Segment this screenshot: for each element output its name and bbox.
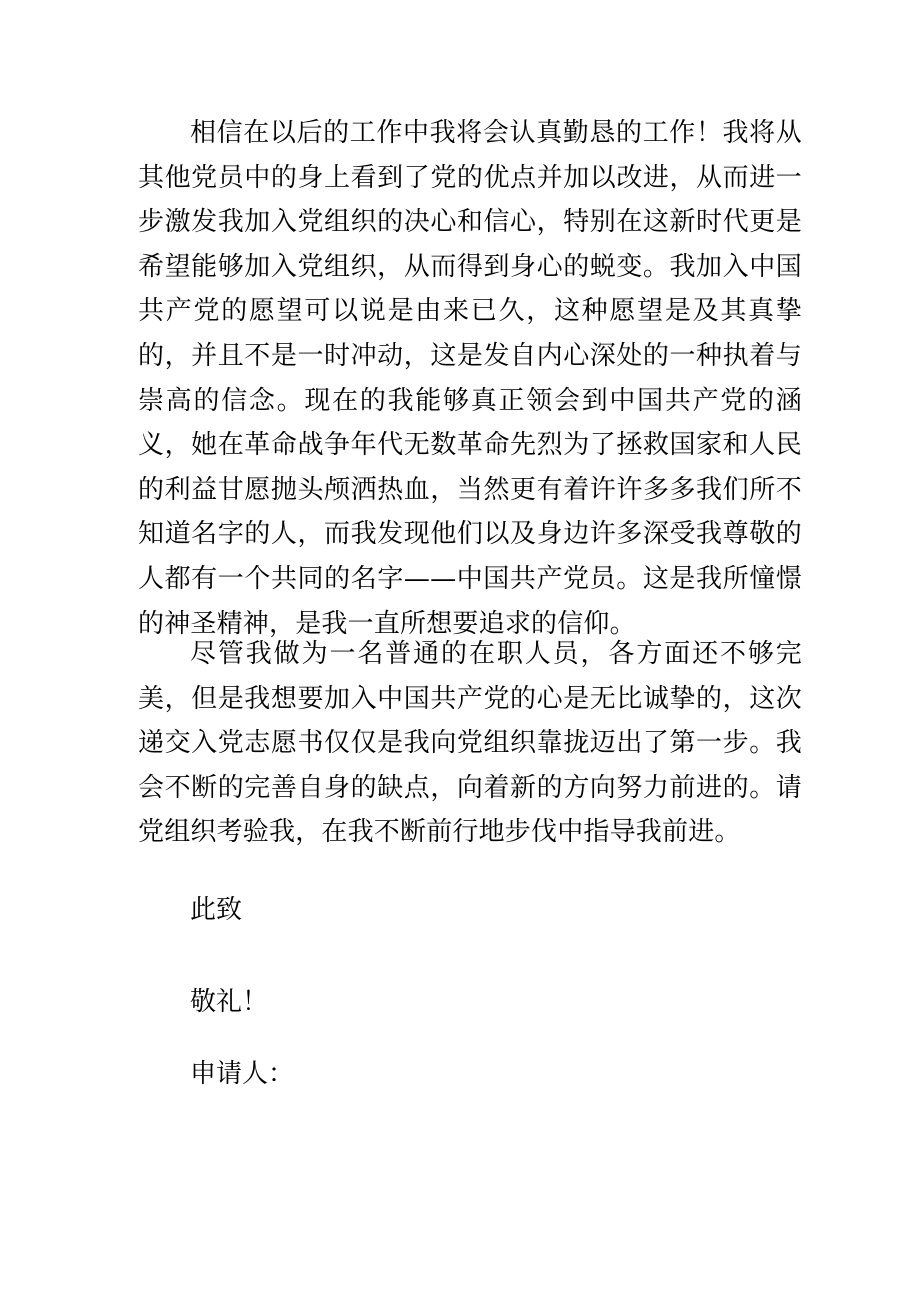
closing-salutation: 此致 <box>190 895 243 925</box>
regards-line: 敬礼！ <box>190 987 269 1017</box>
applicant-label: 申请人： <box>190 1059 295 1089</box>
body-paragraph-1: 相信在以后的工作中我将会认真勤恳的工作！我将从其他党员中的身上看到了党的优点并加以改进，从而进一步激发我加入党组织的决心和信心，特别在这新时代更是希望能够加入党组织，从而得到身心的蜕变。我加入中国共产党的愿望可以说是由来已久，这种愿望是及其真挚的，并且不是一时冲动，这是发自内心深处的一种执着与崇高的信念。现在的我能够真正领会到中国共产党的涵义，她在革命战争年代无数革命先烈为了拯救国家和人民的利益甘愿抛头颅洒热血，当然更有着许许多多我们所不知道名字的人，而我发现他们以及身边许多深受我尊敬的人都有一个共同的名字——中国共产党员。这是我所憧憬的神圣精神，是我一直所想要追求的信仰。 <box>138 118 802 639</box>
body-paragraph-2: 尽管我做为一名普通的在职人员，各方面还不够完美，但是我想要加入中国共产党的心是无比诚挚的，这次递交入党志愿书仅仅是我向党组织靠拢迈出了第一步。我会不断的完善自身的缺点，向着新的方向努力前进的。请党组织考验我，在我不断前行地步伐中指导我前进。 <box>138 639 802 848</box>
